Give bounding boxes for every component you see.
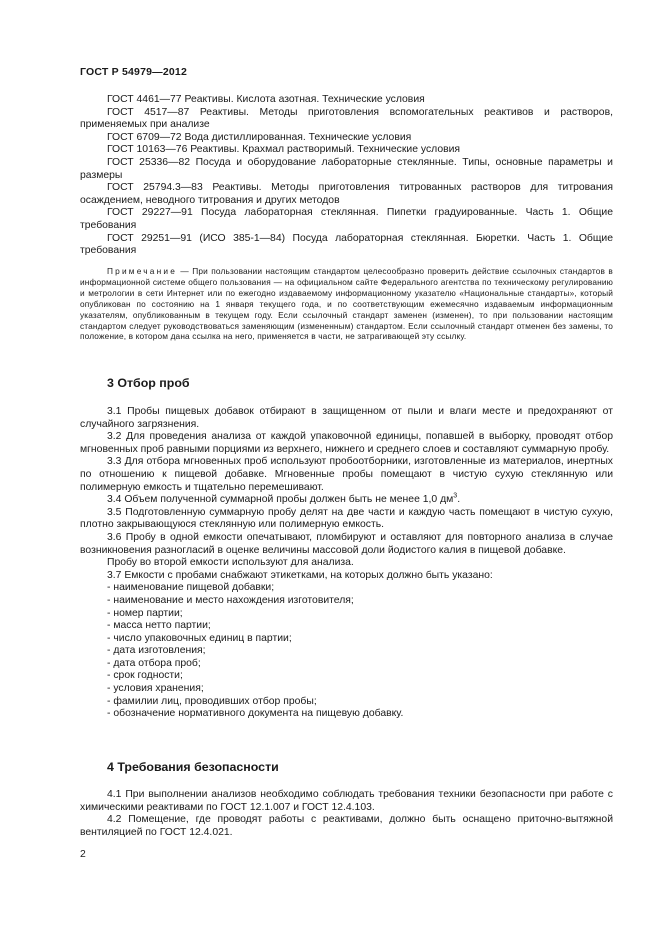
clause-4-2: 4.2 Помещение, где проводят работы с реактивами, должно быть оснащено приточно-вытяжной вентиляцией по ГОСТ 12.4.021.: [80, 814, 613, 838]
reference-item: ГОСТ 25336—82 Посуда и оборудование лабораторные стеклянные. Типы, основные параметры и размеры: [80, 156, 613, 181]
clause-3-2: 3.2 Для проведения анализа от каждой упаковочной единицы, попавшей в выборку, проводят отбор мгновенных проб равными порциями из верхнего, нижнего и среднего слоев и составляют суммарную пробу.: [80, 431, 613, 455]
reference-item: ГОСТ 4461—77 Реактивы. Кислота азотная. Технические условия: [107, 94, 425, 105]
list-item: - срок годности;: [107, 670, 183, 682]
section-4-title: 4 Требования безопасности: [107, 760, 279, 774]
clause-3-4: 3.4 Объем полученной суммарной пробы должен быть не менее 1,0 $дм^3$.: [107, 492, 461, 506]
clause-3-1: 3.1 Пробы пищевых добавок отбирают в защищенном от пыли и влаги месте и предохраняют от случайного загрязнения.: [80, 406, 613, 430]
clause-3-5: 3.5 Подготовленную суммарную пробу делят на две части и каждую часть помещают в чистую сухую, плотно закрывающуюся стеклянную или полимерную емкость.: [80, 506, 613, 531]
list-item: - обозначение нормативного документа на пищевую добавку.: [107, 708, 404, 720]
list-item: - условия хранения;: [107, 683, 204, 695]
list-item: - число упаковочных единиц в партии;: [107, 632, 292, 644]
clause-3-6-continued: Пробу во второй емкости используют для анализа.: [107, 557, 354, 569]
clause-4-1: 4.1 При выполнении анализов необходимо соблюдать требования техники безопасности при работе с химическими реактивами по ГОСТ 12.1.007 и ГОСТ 12.4.103.: [80, 789, 613, 813]
page-number: 2: [80, 849, 86, 860]
list-item: - наименование пищевой добавки;: [107, 582, 275, 594]
document-header: ГОСТ Р 54979—2012: [80, 66, 188, 78]
list-item: - фамилии лиц, проводивших отбор пробы;: [107, 695, 317, 707]
reference-item: ГОСТ 10163—76 Реактивы. Крахмал растворимый. Технические условия: [107, 144, 461, 156]
clause-3-3: 3.3 Для отбора мгновенных проб используют пробоотборники, изготовленные из материалов, инертных по отношению к пищевой добавке. Мгновенные пробы помещают в чистую сухую стеклянную или полимерную емкость и тщательно перемешивают.: [80, 456, 613, 493]
clause-3-6: 3.6 Пробу в одной емкости опечатывают, пломбируют и оставляют для повторного анализа в случае возникновения разногласий в оценке величины массовой доли йодистого калия в пищевой добавке.: [80, 531, 613, 556]
list-item: - масса нетто партии;: [107, 620, 211, 632]
label-requirements-list: [80, 582, 613, 721]
reference-item: ГОСТ 4517—87 Реактивы. Методы приготовления вспомогательных реактивов и растворов, применяемых при анализе: [80, 106, 613, 131]
unit-superscript: 3: [453, 492, 458, 500]
reference-item: ГОСТ 29251—91 (ИСО 385-1—84) Посуда лабораторная стеклянная. Бюретки. Часть 1. Общие требования: [80, 232, 613, 257]
note-text: — При пользовании настоящим стандартом целесообразно проверить действие ссылочных стандартов в информационной системе общего пользования — на официальном сайте Федерального агентства по техническому регулированию и метрологии в сети Интернет или по ежегодно издаваемому информационному указателю «Национальные стандарты», который опубликован по состоянию на 1 января текущего года, и по соответствующим ежемесячно издаваемым информационным указателям, опубликованным в текущем году. Если ссылочный стандарт заменен (изменен), то при пользовании настоящим стандартом следует руководствоваться заменяющим (измененным) стандартом. Если ссылочный стандарт отменен без замены, то положение, в котором дана ссылка на него, применяется в части, не затрагивающей эту ссылку.: [80, 266, 613, 342]
list-item: - номер партии;: [107, 607, 183, 619]
references-note: [80, 266, 613, 342]
section-4-body: [80, 789, 613, 839]
reference-item: ГОСТ 6709—72 Вода дистиллированная. Технические условия: [107, 131, 412, 143]
list-item: - дата отбора проб;: [107, 657, 201, 669]
reference-item: ГОСТ 29227—91 Посуда лабораторная стеклянная. Пипетки градуированные. Часть 1. Общие требования: [80, 207, 613, 231]
section-3-title: 3 Отбор проб: [107, 376, 190, 390]
note-label: Примечание: [107, 266, 178, 276]
section-3-body: [80, 406, 613, 721]
list-item: - дата изготовления;: [107, 645, 206, 657]
list-item: - наименование и место нахождения изготовителя;: [107, 594, 354, 606]
reference-item: ГОСТ 25794.3—83 Реактивы. Методы приготовления титрованных растворов для титрования осаждением, неводного титрования и других методов: [80, 182, 613, 206]
clause-3-7: 3.7 Емкости с пробами снабжают этикетками, на которых должно быть указано:: [107, 569, 493, 581]
normative-references: [80, 94, 613, 258]
